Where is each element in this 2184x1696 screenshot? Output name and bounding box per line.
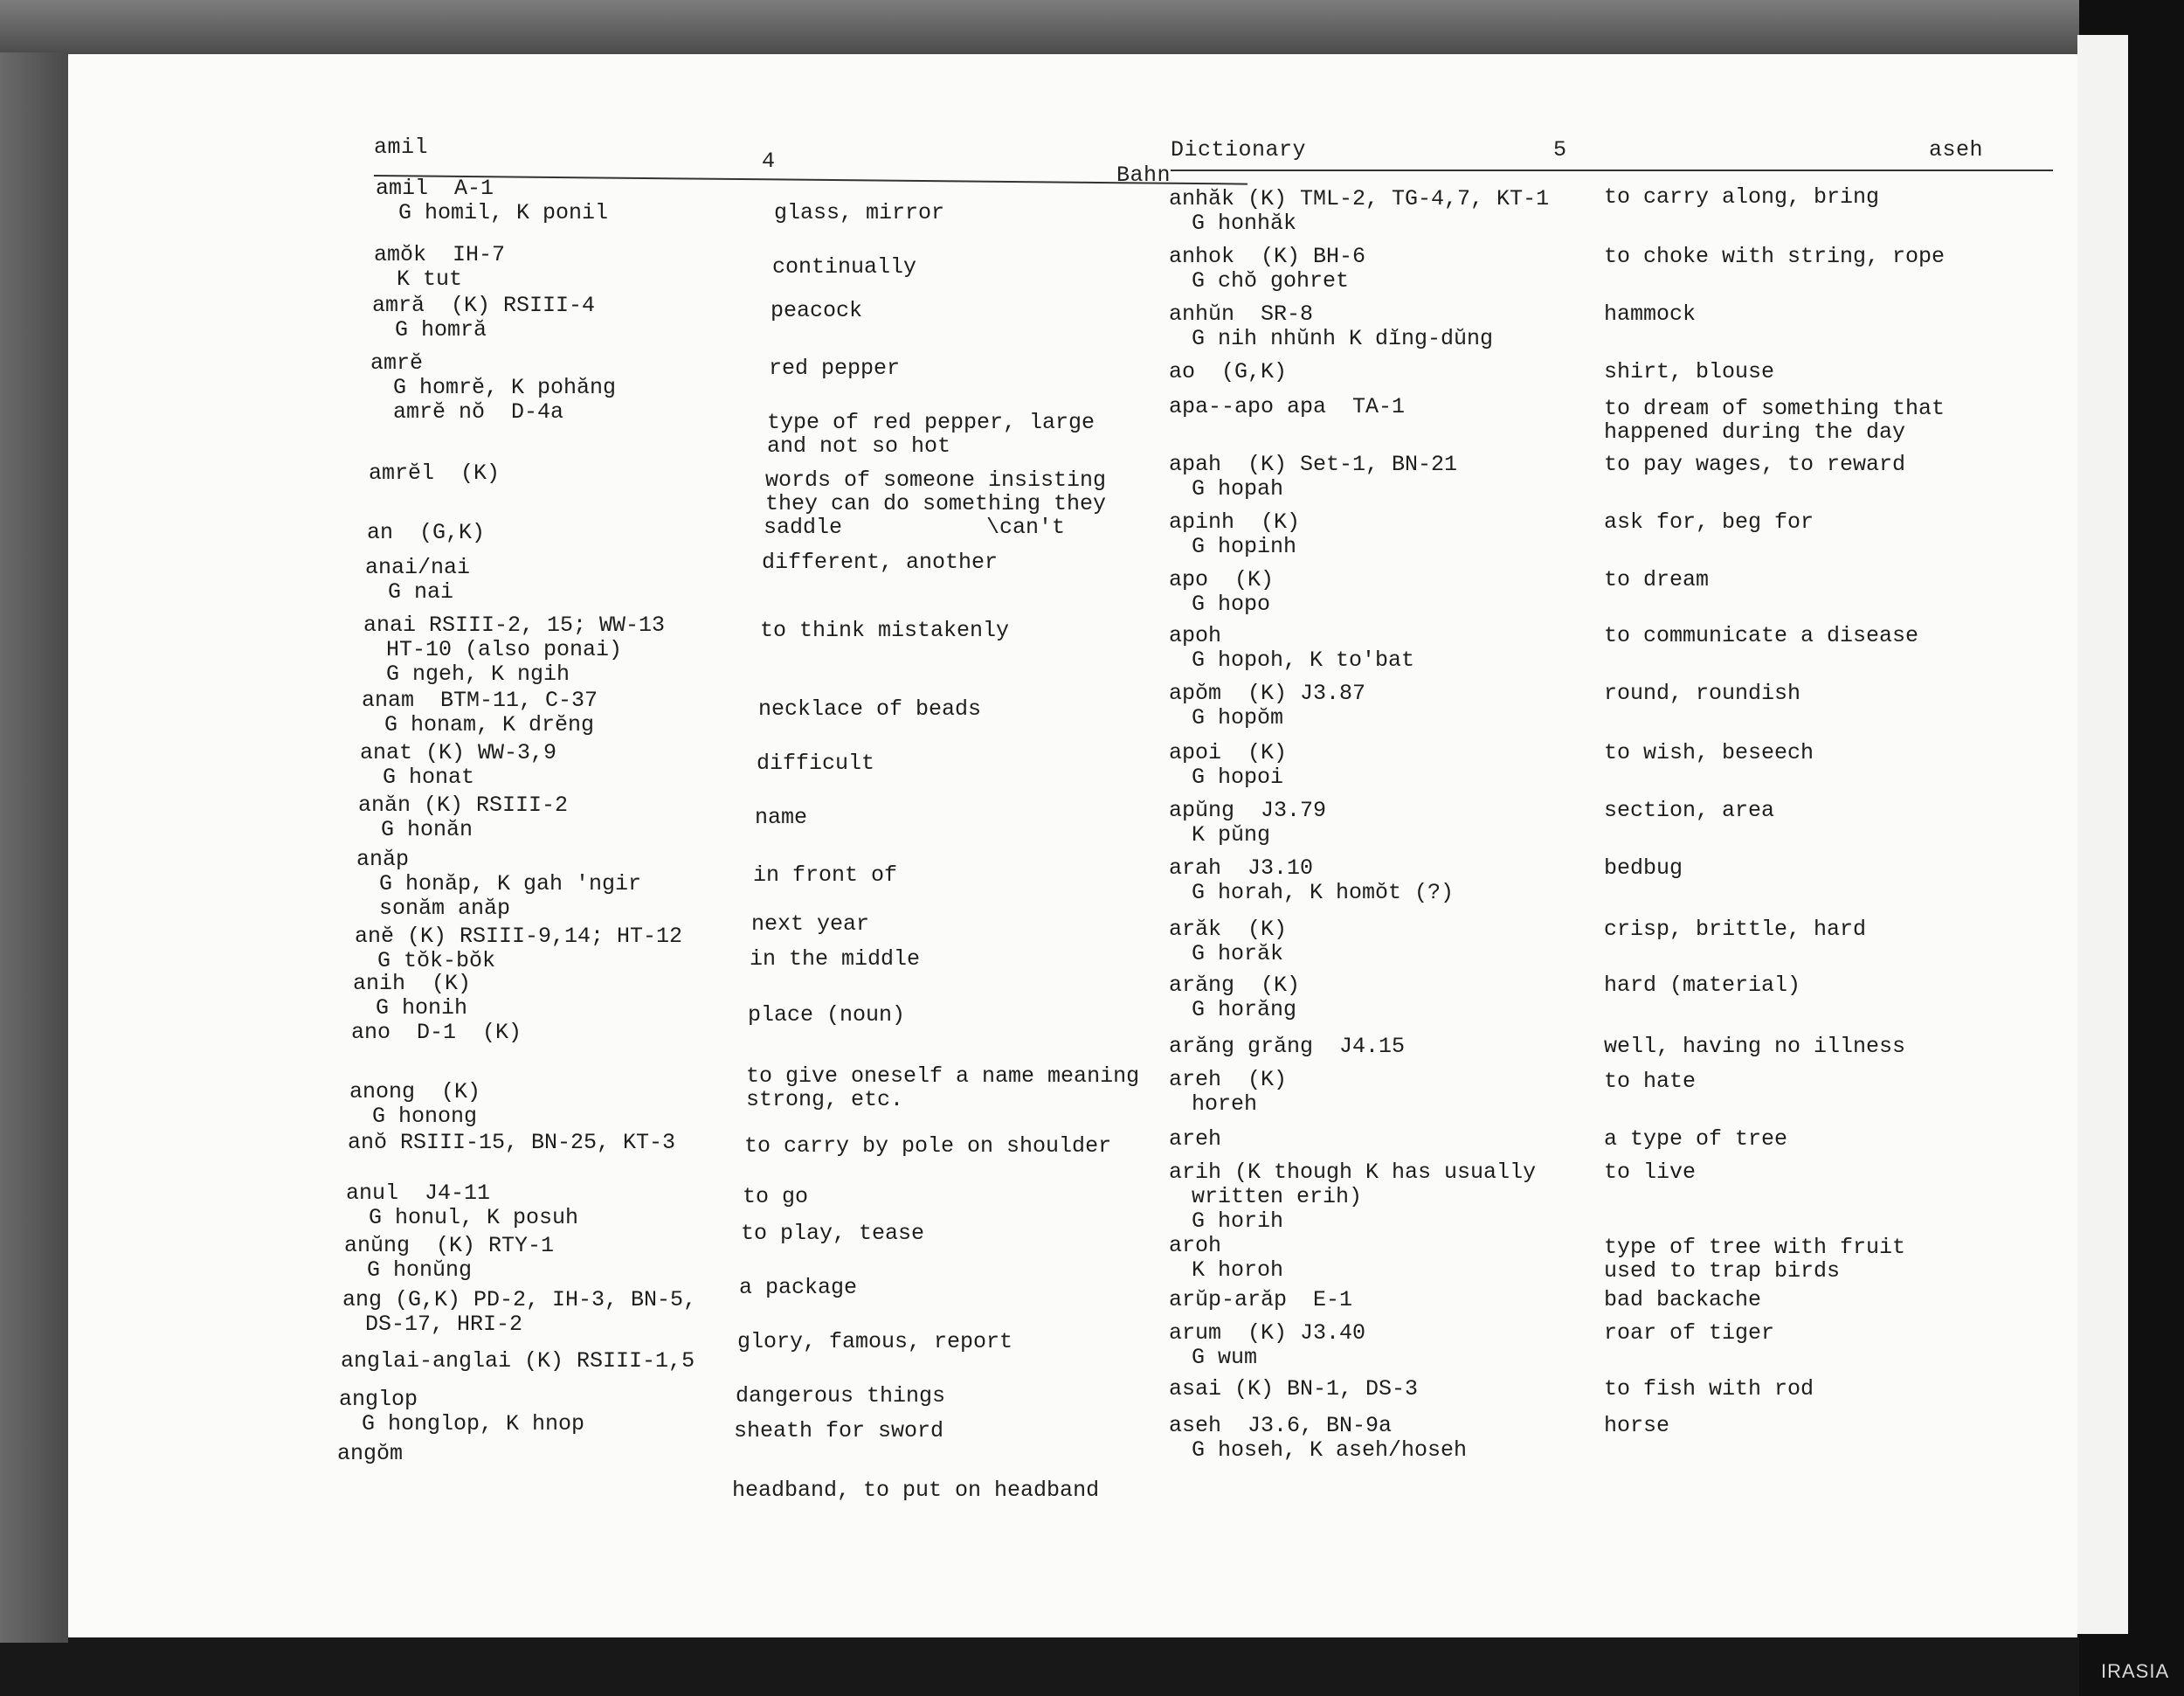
headword: arăk (K) xyxy=(1169,917,1288,942)
headword: angŏm xyxy=(337,1441,404,1466)
dictionary-entry xyxy=(353,972,471,1021)
dictionary-entry xyxy=(376,177,608,225)
gloss-text: ask for, beg for xyxy=(1604,509,1814,535)
headword: apo (K) xyxy=(1169,567,1275,592)
gloss-text: next year xyxy=(751,911,870,937)
gloss-text: in the middle xyxy=(750,946,921,972)
headword: ao (G,K) xyxy=(1169,359,1288,384)
gloss-text: necklace of beads xyxy=(758,696,982,722)
entry-variant-line: G homrĕ, K pohăng xyxy=(393,375,617,400)
page-edge-strip xyxy=(2077,35,2128,1634)
gloss-text: words of someone insisting they can do something they xyxy=(765,467,1107,516)
gloss-text: to choke with string, rope xyxy=(1604,244,1946,269)
gloss-text: glass, mirror xyxy=(774,200,945,225)
headword: aseh J3.6, BN-9a xyxy=(1169,1413,1393,1438)
dictionary-entry xyxy=(1169,1377,1418,1402)
entry-variant-line: DS-17, HRI-2 xyxy=(365,1312,523,1337)
dictionary-entry xyxy=(369,461,500,486)
headword: apŏm (K) J3.87 xyxy=(1169,681,1366,706)
headword: anat (K) WW-3,9 xyxy=(360,740,557,765)
headword: anam BTM-11, C-37 xyxy=(362,688,598,713)
entry-variant-line: amrĕ nŏ D-4a xyxy=(393,399,564,425)
dictionary-entry xyxy=(358,793,568,842)
headword: arăng grăng J4.15 xyxy=(1169,1034,1406,1059)
headword: areh (K) xyxy=(1169,1067,1288,1092)
entry-variant-line: G wum xyxy=(1192,1345,1258,1370)
headword: anhŭn SR-8 xyxy=(1169,301,1314,327)
dictionary-entry xyxy=(363,613,665,687)
entry-variant-line: G horăk xyxy=(1192,941,1284,966)
headword: anai/nai xyxy=(365,555,471,580)
gloss-text: saddle \can't xyxy=(764,515,1066,540)
dictionary-entry xyxy=(1169,1234,1283,1283)
headword: anhok (K) BH-6 xyxy=(1169,244,1366,269)
entry-variant-line: G horăng xyxy=(1192,997,1297,1022)
gloss-text: peacock xyxy=(771,298,863,323)
dictionary-entry xyxy=(1169,1127,1221,1152)
entry-variant-line: G hopŏm xyxy=(1192,705,1284,730)
dictionary-entry xyxy=(1169,624,1414,673)
header-right-word: aseh xyxy=(1929,137,1984,163)
entry-variant-line: G horih xyxy=(1192,1208,1284,1234)
headword: anih (K) xyxy=(353,971,472,996)
dictionary-entry xyxy=(367,521,485,545)
headword: apoh xyxy=(1169,623,1222,648)
gloss-text: type of red pepper, large and not so hot xyxy=(767,410,1095,459)
gloss-text: name xyxy=(755,805,808,830)
headword: areh xyxy=(1169,1126,1222,1152)
headword: apinh (K) xyxy=(1169,509,1301,535)
entry-variant-line: G homră xyxy=(395,317,487,343)
entry-variant-line: G honglop, K hnop xyxy=(362,1411,585,1436)
dictionary-entry xyxy=(1169,302,1493,351)
headword: anăp xyxy=(356,847,410,872)
gloss-text: red pepper xyxy=(769,356,901,381)
entry-variant-line: G honŭng xyxy=(367,1257,473,1283)
headword: amil A-1 xyxy=(376,176,494,201)
gloss-text: to carry along, bring xyxy=(1604,184,1880,210)
gloss-text: place (noun) xyxy=(748,1002,906,1028)
headword: arah J3.10 xyxy=(1169,855,1314,881)
gloss-text: to dream of something that happened during the day xyxy=(1604,396,1946,445)
entry-variant-line: G honih xyxy=(376,995,468,1021)
gloss-text: bedbug xyxy=(1604,855,1683,881)
entry-variant-line: G honăn xyxy=(381,817,473,842)
entry-variant-line: G honăp, K gah 'ngir xyxy=(379,871,642,896)
headword: arăng (K) xyxy=(1169,973,1301,998)
dictionary-entry xyxy=(1169,917,1287,966)
gloss-text: to fish with rod xyxy=(1604,1376,1814,1402)
gloss-text: to communicate a disease xyxy=(1604,623,1919,648)
gloss-text: section, area xyxy=(1604,798,1775,823)
dictionary-entry xyxy=(1169,1035,1405,1059)
headword: amrĕ xyxy=(370,350,424,376)
entry-variant-line: sonăm anăp xyxy=(379,896,511,921)
dictionary-entry xyxy=(344,1234,554,1283)
gloss-text: shirt, blouse xyxy=(1604,359,1775,384)
dictionary-entry xyxy=(339,1388,584,1436)
headword: an (G,K) xyxy=(367,520,486,545)
entry-variant-line: G nih nhŭnh K dĭng-dŭng xyxy=(1192,326,1494,351)
entry-variant-line: G honhăk xyxy=(1192,211,1297,236)
entry-variant-line: G tŏk-bŏk xyxy=(377,948,496,973)
dictionary-entry xyxy=(346,1181,578,1230)
headword: anai RSIII-2, 15; WW-13 xyxy=(363,613,666,638)
gloss-text: difficult xyxy=(757,751,875,776)
headword: anăn (K) RSIII-2 xyxy=(358,793,569,818)
entry-variant-line: K horoh xyxy=(1192,1257,1284,1283)
entry-variant-line: G hopinh xyxy=(1192,534,1297,559)
headword: anglop xyxy=(339,1387,418,1412)
headword: apa--apo apa TA-1 xyxy=(1169,394,1406,419)
gloss-text: a type of tree xyxy=(1604,1126,1788,1152)
gloss-text: well, having no illness xyxy=(1604,1034,1906,1059)
headword: anul J4-11 xyxy=(346,1180,491,1206)
gloss-text: headband, to put on headband xyxy=(732,1478,1100,1503)
dictionary-entry xyxy=(1169,1160,1536,1234)
headword: apoi (K) xyxy=(1169,740,1288,765)
entry-variant-line: G ngeh, K ngih xyxy=(386,661,570,687)
dictionary-entry xyxy=(1169,187,1549,236)
gloss-text: in front of xyxy=(753,862,898,888)
header-center-label: Bahn xyxy=(1116,163,1171,188)
dictionary-entry xyxy=(1169,245,1365,294)
gloss-text: to play, tease xyxy=(741,1221,925,1246)
watermark: IRASIA xyxy=(2101,1660,2170,1682)
gloss-text: to think mistakenly xyxy=(760,618,1010,643)
entry-variant-line: G hopah xyxy=(1192,476,1284,502)
entry-variant-line: G hopoh, K to'bat xyxy=(1192,647,1415,673)
headword: anhăk (K) TML-2, TG-4,7, KT-1 xyxy=(1169,186,1550,211)
gloss-text: horse xyxy=(1604,1413,1670,1438)
entry-variant-line: G horah, K homŏt (?) xyxy=(1192,880,1455,905)
dictionary-entry xyxy=(1169,568,1274,617)
dictionary-entry xyxy=(1169,741,1287,790)
gloss-text: to live xyxy=(1604,1160,1697,1185)
dictionary-entry xyxy=(1169,1288,1352,1312)
scan-background-left xyxy=(0,52,68,1643)
dictionary-entry xyxy=(342,1288,696,1337)
gloss-text: sheath for sword xyxy=(734,1418,944,1443)
gloss-text: hard (material) xyxy=(1604,973,1801,998)
entry-variant-line: G hopoi xyxy=(1192,765,1284,790)
gloss-text: to pay wages, to reward xyxy=(1604,452,1906,477)
dictionary-entry xyxy=(1169,856,1454,905)
dictionary-entry xyxy=(362,689,598,737)
gloss-text: different, another xyxy=(762,550,999,575)
headword: anong (K) xyxy=(349,1079,481,1104)
dictionary-entry xyxy=(1169,682,1365,730)
dictionary-entry xyxy=(360,741,556,790)
dictionary-entry xyxy=(356,848,641,921)
headword: aroh xyxy=(1169,1233,1222,1258)
dictionary-entry xyxy=(1169,395,1405,419)
gloss-text: to dream xyxy=(1604,567,1710,592)
entry-variant-line: G chŏ gohret xyxy=(1192,268,1350,294)
dictionary-entry xyxy=(374,243,505,292)
gloss-text: to give oneself a name meaning strong, etc. xyxy=(746,1063,1140,1112)
dictionary-entry xyxy=(372,294,595,343)
dictionary-entry xyxy=(1169,1321,1365,1370)
headword: apŭng J3.79 xyxy=(1169,798,1327,823)
entry-variant-line: G honul, K posuh xyxy=(369,1205,579,1230)
entry-variant-line: written erih) xyxy=(1192,1184,1363,1209)
gloss-text: round, roundish xyxy=(1604,681,1801,706)
headword: amŏk IH-7 xyxy=(374,242,506,267)
gloss-text: glory, famous, report xyxy=(737,1329,1013,1354)
header-center-label-right: Dictionary xyxy=(1171,137,1307,163)
dictionary-entry xyxy=(349,1080,480,1129)
gloss-text: to go xyxy=(743,1184,809,1209)
header-right-page-number: 5 xyxy=(1553,137,1567,163)
dictionary-entry xyxy=(337,1442,403,1466)
gloss-text: type of tree with fruit used to trap birds xyxy=(1604,1235,1906,1284)
gloss-text: continually xyxy=(772,254,917,280)
entry-variant-line: G hoseh, K aseh/hoseh xyxy=(1192,1437,1468,1463)
entry-variant-line: K pŭng xyxy=(1192,822,1271,848)
gloss-text: to wish, beseech xyxy=(1604,740,1814,765)
dictionary-entry xyxy=(351,1021,522,1045)
headword: arih (K though K has usually xyxy=(1169,1160,1537,1185)
header-rule-right xyxy=(1171,170,2053,171)
header-left-word: amil xyxy=(374,135,429,160)
entry-variant-line: G hopo xyxy=(1192,592,1271,617)
gloss-text: roar of tiger xyxy=(1604,1320,1775,1346)
dictionary-entry xyxy=(1169,799,1326,848)
headword: arŭp-arăp E-1 xyxy=(1169,1287,1353,1312)
dictionary-entry xyxy=(348,1131,675,1155)
entry-variant-line: G honam, K drĕng xyxy=(384,712,595,737)
dictionary-entry xyxy=(355,924,682,973)
entry-variant-line: HT-10 (also ponai) xyxy=(386,637,623,662)
dictionary-entry xyxy=(365,556,470,605)
entry-variant-line: G homil, K ponil xyxy=(398,200,609,225)
dictionary-entry xyxy=(370,351,616,425)
header-left-page-number: 4 xyxy=(762,149,776,174)
gloss-text: hammock xyxy=(1604,301,1697,327)
dictionary-entry xyxy=(1169,973,1300,1022)
gloss-text: a package xyxy=(739,1275,858,1300)
headword: arum (K) J3.40 xyxy=(1169,1320,1366,1346)
headword: anŭng (K) RTY-1 xyxy=(344,1233,555,1258)
headword: anĕ (K) RSIII-9,14; HT-12 xyxy=(355,924,683,949)
dictionary-entry xyxy=(1169,1068,1287,1117)
gloss-text: to carry by pole on shoulder xyxy=(744,1133,1112,1159)
entry-variant-line: horeh xyxy=(1192,1091,1258,1117)
headword: asai (K) BN-1, DS-3 xyxy=(1169,1376,1419,1402)
headword: amrĕl (K) xyxy=(369,460,501,486)
dictionary-entry xyxy=(341,1349,695,1374)
dictionary-entry xyxy=(1169,1414,1467,1463)
headword: anŏ RSIII-15, BN-25, KT-3 xyxy=(348,1130,676,1155)
headword: anglai-anglai (K) RSIII-1,5 xyxy=(341,1348,695,1374)
headword: amră (K) RSIII-4 xyxy=(372,293,596,318)
gloss-text: dangerous things xyxy=(736,1383,946,1409)
headword: apah (K) Set-1, BN-21 xyxy=(1169,452,1458,477)
headword: ano D-1 (K) xyxy=(351,1020,522,1045)
dictionary-page xyxy=(68,54,2077,1637)
entry-variant-line: G honong xyxy=(372,1104,478,1129)
headword: ang (G,K) PD-2, IH-3, BN-5, xyxy=(342,1287,697,1312)
gloss-text: bad backache xyxy=(1604,1287,1762,1312)
entry-variant-line: G nai xyxy=(388,579,454,605)
dictionary-entry xyxy=(1169,510,1300,559)
gloss-text: crisp, brittle, hard xyxy=(1604,917,1867,942)
entry-variant-line: G honat xyxy=(383,765,475,790)
dictionary-entry xyxy=(1169,453,1457,502)
entry-variant-line: K tut xyxy=(397,267,463,292)
dictionary-entry xyxy=(1169,360,1287,384)
gloss-text: to hate xyxy=(1604,1069,1697,1094)
